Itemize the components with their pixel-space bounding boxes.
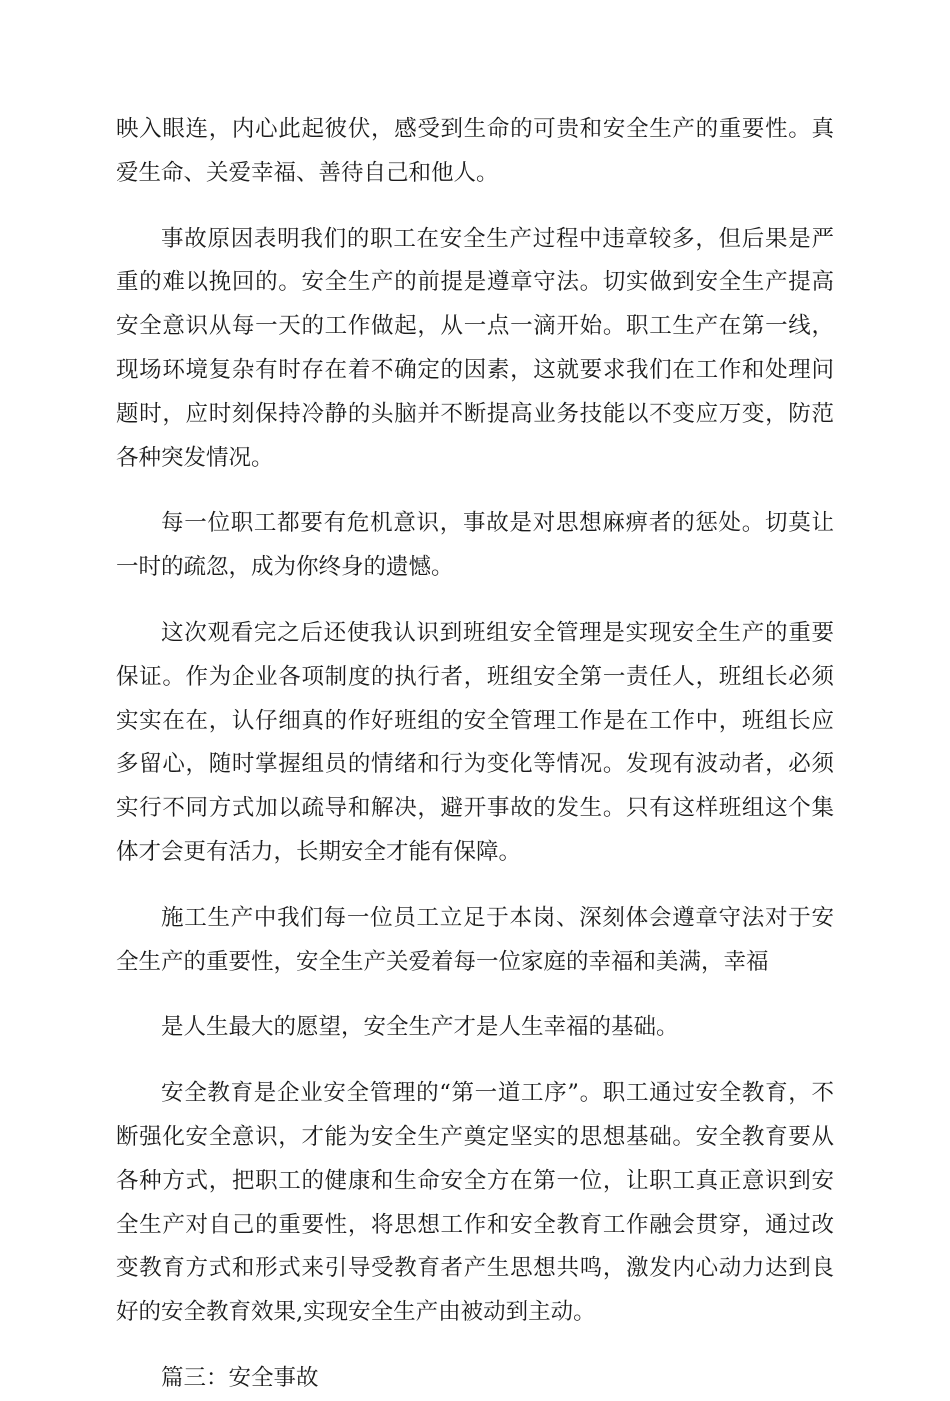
section-heading: 篇三：安全事故 — [161, 1364, 319, 1391]
paragraph-3: 每一位职工都要有危机意识，事故是对思想麻痹者的惩处。切莫让一时的疏忽，成为你终身的遗憾。 — [116, 510, 834, 581]
paragraph-7: 安全教育是企业安全管理的“第一道工序”。职工通过安全教育，不断强化安全意识，才能为安全生产奠定坚实的思想基础。安全教育要从各种方式，把职工的健康和生命安全方在第一位，让职工真正意识到安全生产对自己的重要性，将思想工作和安全教育工作融会贯穿，通过改变教育方式和形式来引导受教育者产生思想共鸣，激发内心动力达到良好的安全教育效果,实现安全生产由被动到主动。 — [116, 1080, 834, 1326]
paragraph-4: 这次观看完之后还使我认识到班组安全管理是实现安全生产的重要保证。作为企业各项制度的执行者，班组安全第一责任人，班组长必须实实在在，认仔细真的作好班组的安全管理工作是在工作中，班组长应多留心，随时掌握组员的情绪和行为变化等情况。发现有波动者，必须实行不同方式加以疏导和解决，避开事故的发生。只有这样班组这个集体才会更有活力，长期安全才能有保障。 — [116, 619, 834, 865]
paragraph-1: 映入眼连，内心此起彼伏，感受到生命的可贵和安全生产的重要性。真爱生命、关爱幸福、善待自己和他人。 — [116, 116, 834, 186]
paragraph-2: 事故原因表明我们的职工在安全生产过程中违章较多，但后果是严重的难以挽回的。安全生产的前提是遵章守法。切实做到安全生产提高安全意识从每一天的工作做起，从一点一滴开始。职工生产在第一线，现场环境复杂有时存在着不确定的因素，这就要求我们在工作和处理问题时，应时刻保持冷静的头脑并不断提高业务技能以不变应万变，防范各种突发情况。 — [116, 225, 834, 471]
paragraph-6: 是人生最大的愿望，安全生产才是人生幸福的基础。 — [161, 1014, 679, 1041]
paragraph-5: 施工生产中我们每一位员工立足于本岗、深刻体会遵章守法对于安全生产的重要性，安全生产关爱着每一位家庭的幸福和美满，幸福 — [116, 904, 834, 975]
document-body — [116, 108, 834, 1401]
